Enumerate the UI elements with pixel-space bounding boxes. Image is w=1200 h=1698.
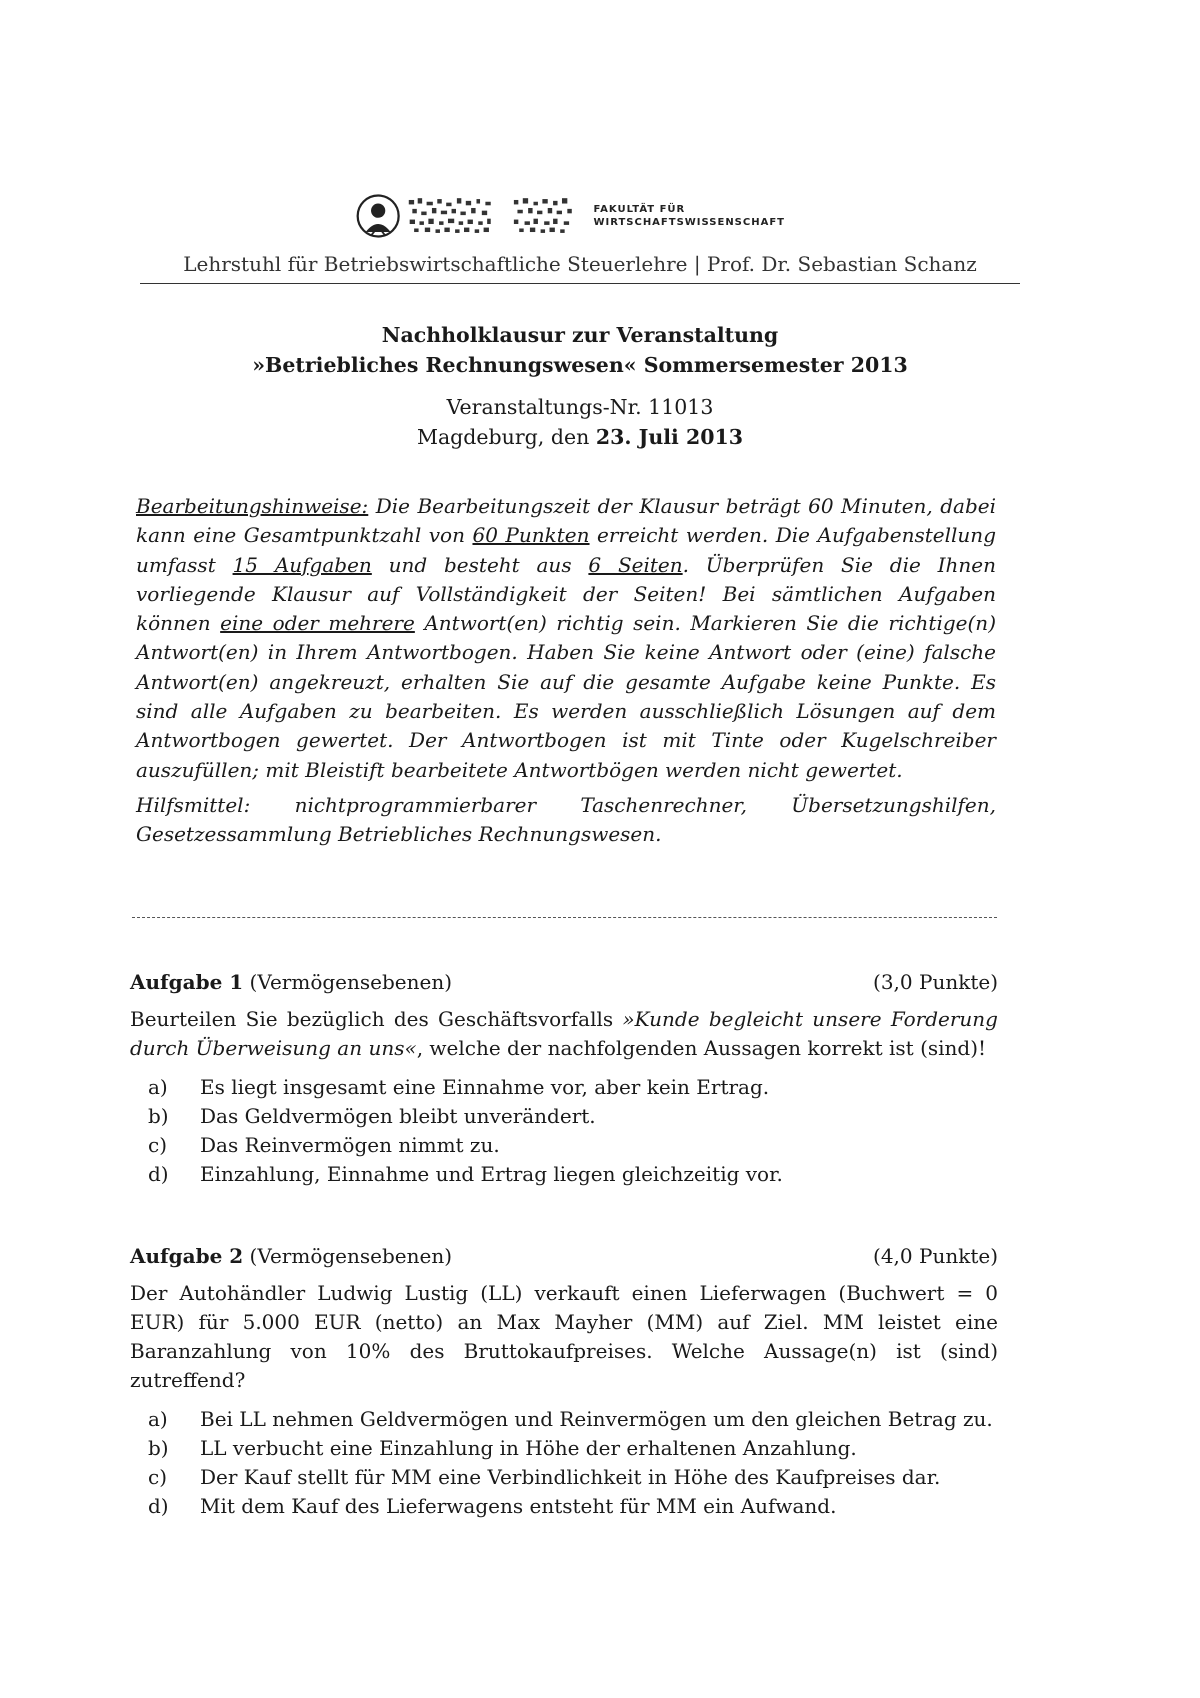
instructions-task-count: 15 Aufgaben [232, 552, 372, 577]
instructions-text: und besteht aus [371, 552, 589, 577]
task-header [130, 968, 998, 997]
instructions-text: Antwort(en) richtig sein. Markieren Sie die richtige(n) Antwort(en) in Ihrem Antwortbogen. Haben Sie keine Antwort oder (eine) falsche Antwort(en) angekreuzt, erhalten Sie auf die gesamte Aufgabe keine Punkte. Es sind alle Aufgaben zu bearbeiten. Es werden ausschließlich Lösungen auf dem Antwortbogen gewertet. Der Antwortbogen ist mit Tinte oder Kugelschreiber auszufüllen; mit Bleistift bearbeitete Antwortbögen werden nicht gewertet. [136, 611, 996, 782]
instructions-text: . Überprüfen Sie die Ihnen vorliegende Klausur auf Vollständigkeit der Seiten! Bei sämtlichen Aufgaben können [136, 552, 997, 636]
answer-option-a [130, 1405, 998, 1434]
faculty-name [593, 203, 785, 229]
option-label: d) [148, 1162, 169, 1186]
option-text: Das Reinvermögen nimmt zu. [200, 1133, 500, 1157]
chair-name: Lehrstuhl für Betriebswirtschaftliche Steuerlehre | Prof. Dr. Sebastian Schanz [183, 252, 977, 276]
university-seal-icon [355, 190, 401, 242]
university-logo [355, 190, 785, 242]
exam-title [140, 320, 1020, 380]
instructions-text: erreicht werden. Die Aufgabenstellung umfasst [136, 523, 996, 577]
option-text: Bei LL nehmen Geldvermögen und Reinvermögen um den gleichen Betrag zu. [200, 1407, 993, 1431]
option-label: c) [148, 1133, 168, 1157]
task-question [130, 1005, 998, 1063]
option-text: Mit dem Kauf des Lieferwagens entsteht für MM ein Aufwand. [200, 1494, 837, 1518]
answer-option-b [130, 1102, 998, 1131]
option-label: d) [148, 1494, 169, 1518]
instructions-paragraph [136, 492, 996, 785]
task-1 [130, 968, 998, 1189]
option-label: c) [148, 1465, 168, 1489]
exam-meta [140, 392, 1020, 452]
course-number: Veranstaltungs-Nr. 11013 [446, 395, 714, 419]
option-text: Es liegt insgesamt eine Einnahme vor, aber kein Ertrag. [200, 1075, 770, 1099]
title-line-1: Nachholklausur zur Veranstaltung [381, 323, 779, 347]
answer-option-c [130, 1131, 998, 1160]
task-question: Der Autohändler Ludwig Lustig (LL) verkauft einen Lieferwagen (Buchwert = 0 EUR) für 5.000 EUR (netto) an Max Mayher (MM) auf Ziel. MM leistet eine Baranzahlung von 10% des Bruttokaufpreises. Welche Aussage(n) ist (sind) zutreffend? [130, 1281, 998, 1392]
place-date-prefix: Magdeburg, den [416, 425, 596, 449]
question-text: , welche der nachfolgenden Aussagen korrekt ist (sind)! [416, 1036, 987, 1060]
option-label: b) [148, 1104, 169, 1128]
task-points: (4,0 Punkte) [873, 1244, 998, 1268]
task-2 [130, 1242, 998, 1521]
option-text: Das Geldvermögen bleibt unverändert. [200, 1104, 596, 1128]
task-name: Aufgabe 1 [130, 970, 244, 994]
exam-date: 23. Juli 2013 [595, 425, 744, 449]
instructions-divider [132, 917, 997, 918]
allowed-aids: Hilfsmittel: nichtprogrammierbarer Taschenrechner, Übersetzungshilfen, Gesetzessammlung Betriebliches Rechnungswesen. [136, 792, 996, 847]
answer-option-c [130, 1463, 998, 1492]
header-divider [140, 283, 1020, 284]
task-name: Aufgabe 2 [130, 1244, 244, 1268]
option-label: b) [148, 1436, 169, 1460]
answer-option-d [130, 1160, 998, 1189]
task-topic: (Vermögensebenen) [243, 970, 453, 994]
instructions-text: Die Bearbeitungszeit der Klausur beträgt 60 Minuten, dabei kann eine Gesamtpunktzahl von [136, 494, 996, 548]
option-text: Einzahlung, Einnahme und Ertrag liegen gleichzeitig vor. [200, 1162, 783, 1186]
task-title [130, 968, 452, 997]
task-topic: (Vermögensebenen) [243, 1244, 453, 1268]
instructions-block [136, 492, 996, 850]
title-line-2: »Betriebliches Rechnungswesen« Sommersemester 2013 [252, 353, 908, 377]
task-title [130, 1242, 452, 1271]
option-label: a) [148, 1407, 168, 1431]
faculty-line-1: FAKULTÄT FÜR [593, 204, 686, 215]
answer-option-d [130, 1492, 998, 1521]
faculty-line-2: WIRTSCHAFTSWISSENSCHAFT [593, 217, 785, 228]
option-label: a) [148, 1075, 168, 1099]
instructions-one-or-more: eine oder mehrere [220, 611, 415, 636]
answer-options [130, 1073, 998, 1189]
task-header [130, 1242, 998, 1271]
question-quote: »Kunde begleicht unsere Forderung durch Überweisung an uns« [130, 1007, 998, 1060]
question-text: Beurteilen Sie bezüglich des Geschäftsvorfalls [130, 1007, 623, 1031]
answer-option-a [130, 1073, 998, 1102]
answer-option-b [130, 1434, 998, 1463]
task-points: (3,0 Punkte) [873, 970, 998, 994]
option-text: LL verbucht eine Einzahlung in Höhe der erhaltenen Anzahlung. [200, 1436, 857, 1460]
logo-pattern-icon [407, 194, 585, 238]
place-date [140, 422, 1020, 452]
instructions-page-count: 6 Seiten [588, 552, 683, 577]
instructions-total-points: 60 Punkten [472, 523, 590, 548]
instructions-label: Bearbeitungshinweise: [136, 494, 369, 518]
answer-options [130, 1405, 998, 1521]
option-text: Der Kauf stellt für MM eine Verbindlichkeit in Höhe des Kaufpreises dar. [200, 1465, 941, 1489]
